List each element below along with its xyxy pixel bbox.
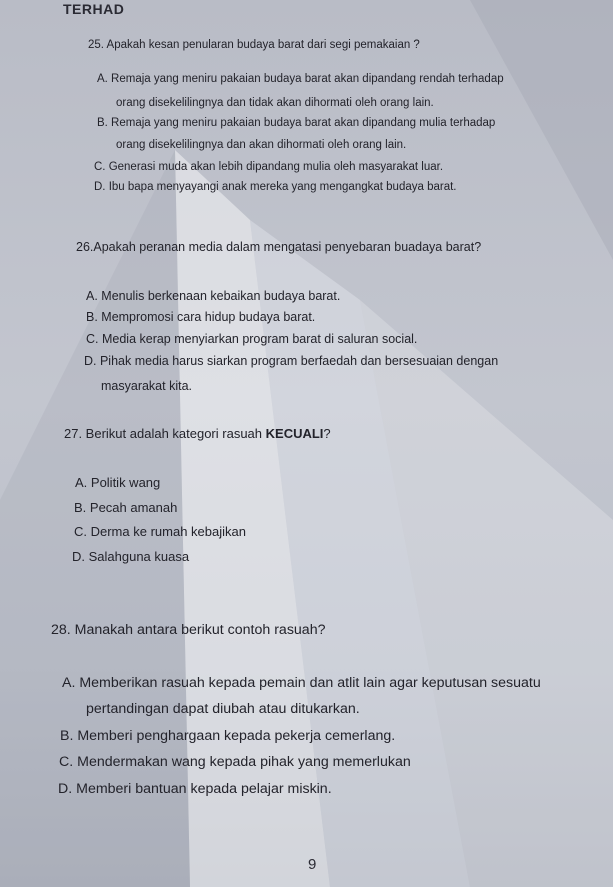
- question-28-option-c: C. Mendermakan wang kepada pihak yang memerlukan: [59, 754, 411, 770]
- question-27-stem: [64, 427, 331, 440]
- question-27-option-a: A. Politik wang: [75, 475, 161, 490]
- question-26-option-b: B. Mempromosi cara hidup budaya barat.: [86, 310, 316, 324]
- question-27-option-b: B. Pecah amanah: [74, 500, 178, 515]
- question-27-stem-suffix: ?: [323, 426, 331, 441]
- question-25-option-d: D. Ibu bapa menyayangi anak mereka yang mengangkat budaya barat.: [94, 181, 457, 193]
- question-26-option-c: C. Media kerap menyiarkan program barat di saluran social.: [86, 332, 418, 346]
- question-26-option-a: A. Menulis berkenaan kebaikan budaya barat.: [86, 289, 341, 303]
- question-26-option-d-line1: D. Pihak media harus siarkan program berfaedah dan bersesuaian dengan: [84, 354, 499, 368]
- question-25-option-c: C. Generasi muda akan lebih dipandang mulia oleh masyarakat luar.: [94, 161, 444, 173]
- question-28-option-a-line1: A. Memberikan rasuah kepada pemain dan atlit lain agar keputusan sesuatu: [62, 675, 541, 691]
- question-26-stem: 26.Apakah peranan media dalam mengatasi penyebaran buadaya barat?: [76, 240, 482, 254]
- question-27-option-d: D. Salahguna kuasa: [72, 549, 190, 564]
- page-number: 9: [308, 856, 317, 873]
- question-27-stem-prefix: 27. Berikut adalah kategori rasuah: [64, 426, 266, 441]
- question-27-stem-emphasis: KECUALI: [265, 426, 324, 441]
- question-27-option-c: C. Derma ke rumah kebajikan: [74, 524, 246, 539]
- question-28-option-d: D. Memberi bantuan kepada pelajar miskin.: [58, 781, 332, 797]
- question-25-option-a-line2: orang disekelilingnya dan tidak akan dihormati oleh orang lain.: [116, 97, 434, 109]
- question-28-option-a-line2: pertandingan dapat diubah atau ditukarkan.: [86, 701, 360, 717]
- question-25-option-b-line1: B. Remaja yang meniru pakaian budaya barat akan dipandang mulia terhadap: [97, 117, 496, 129]
- question-26-option-d-line2: masyarakat kita.: [101, 379, 193, 393]
- header-label: TERHAD: [63, 1, 125, 17]
- question-28-stem: 28. Manakah antara berikut contoh rasuah?: [51, 622, 326, 638]
- question-25-option-b-line2: orang disekelilingnya dan akan dihormati oleh orang lain.: [116, 139, 407, 151]
- question-28-option-b: B. Memberi penghargaan kepada pekerja cemerlang.: [60, 728, 396, 744]
- question-25-stem: 25. Apakah kesan penularan budaya barat dari segi pemakaian ?: [88, 39, 420, 51]
- question-25-option-a-line1: A. Remaja yang meniru pakaian budaya barat akan dipandang rendah terhadap: [97, 73, 504, 85]
